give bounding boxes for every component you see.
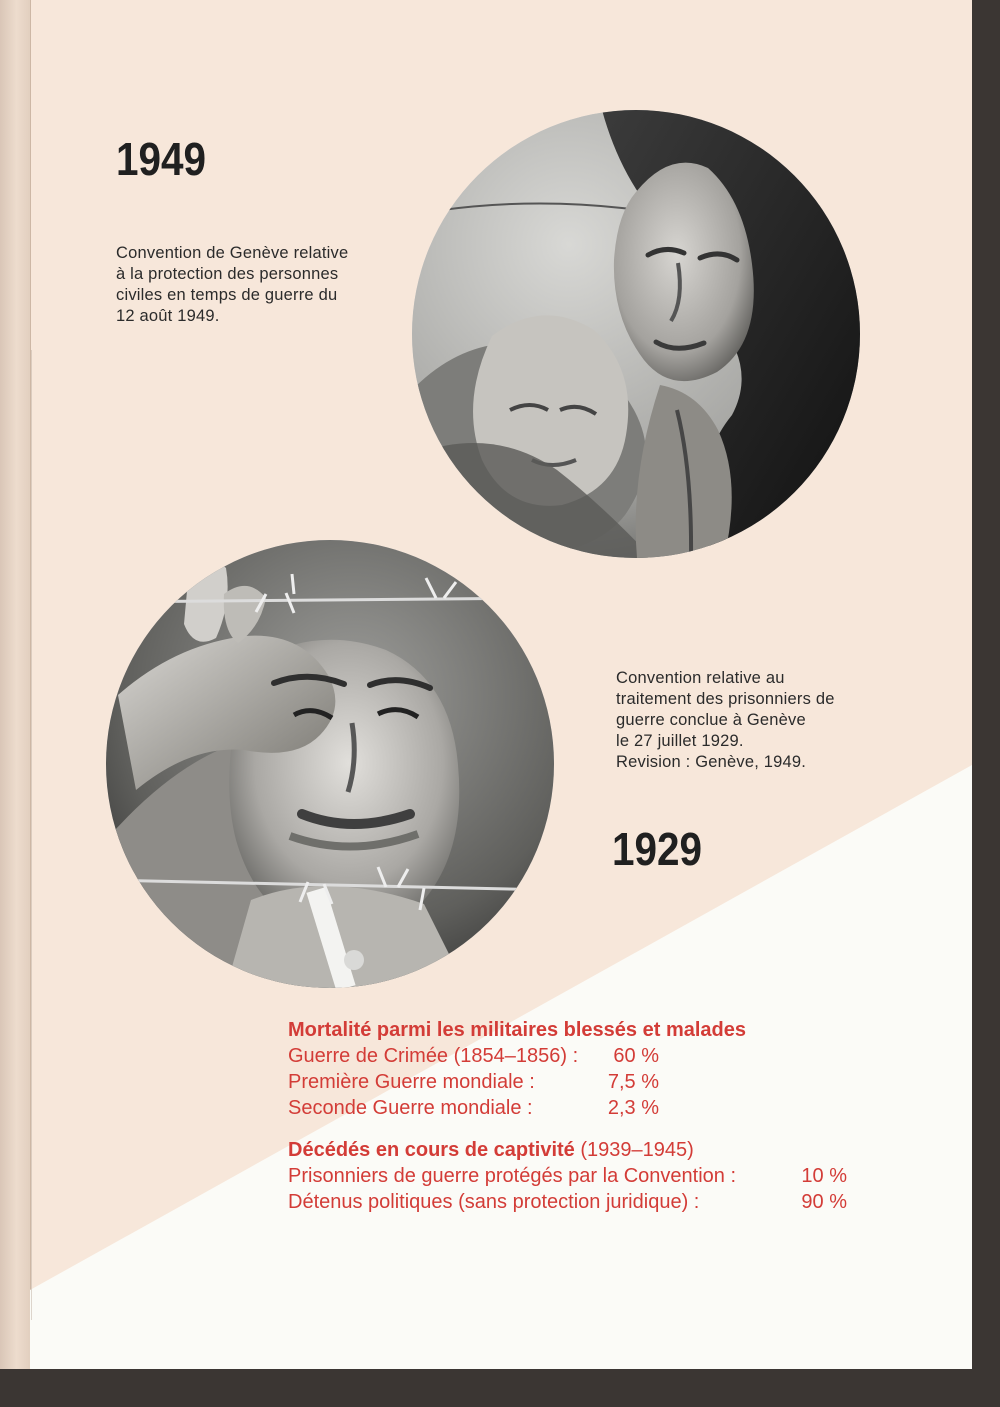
captivity-label-political-detainees: Détenus politiques (sans protection juridique) : <box>288 1191 700 1213</box>
dark-bottom-edge <box>0 1369 1000 1407</box>
mortality-value-world-war-1: 7,5 % <box>607 1071 659 1093</box>
prisoner-behind-barbed-wire-photo <box>106 540 554 988</box>
caption-1929-line-2: traitement des prisonniers de <box>616 690 835 708</box>
year-1929-title: 1929 <box>612 823 703 875</box>
captivity-row-protected-prisoners <box>288 1163 908 1189</box>
caption-1929-line-5: Revision : Genève, 1949. <box>616 753 807 771</box>
page-binding <box>0 0 31 1407</box>
captivity-label-protected-prisoners: Prisonniers de guerre protégés par la Convention : <box>288 1165 737 1187</box>
mortality-row-world-war-1 <box>288 1069 908 1095</box>
captivity-heading-period: (1939–1945) <box>574 1139 694 1161</box>
mortality-label-crimea: Guerre de Crimée (1854–1856) : <box>288 1045 579 1067</box>
mortality-heading: Mortalité parmi les militaires blessés et malades <box>288 1019 746 1041</box>
captivity-heading-bold: Décédés en cours de captivité <box>288 1139 575 1161</box>
caption-1929-line-1: Convention relative au <box>616 669 785 687</box>
caption-1949-line-4: 12 août 1949. <box>116 307 220 325</box>
statistics-section <box>288 1017 908 1215</box>
captivity-value-protected-prisoners: 10 % <box>801 1165 847 1187</box>
caption-1929 <box>616 668 896 773</box>
mortality-value-crimea: 60 % <box>613 1045 659 1067</box>
mortality-label-world-war-1: Première Guerre mondiale : <box>288 1071 535 1093</box>
caption-1929-line-4: le 27 juillet 1929. <box>616 732 744 750</box>
caption-1929-line-3: guerre conclue à Genève <box>616 711 806 729</box>
captivity-row-political-detainees <box>288 1189 908 1215</box>
caption-1949-line-2: à la protection des personnes <box>116 265 339 283</box>
captivity-value-political-detainees: 90 % <box>801 1191 847 1213</box>
mortality-value-world-war-2: 2,3 % <box>607 1097 659 1119</box>
year-1949-title: 1949 <box>116 133 207 185</box>
dark-right-edge <box>972 0 1000 1407</box>
mortality-row-world-war-2 <box>288 1095 908 1121</box>
caption-1949-line-1: Convention de Genève relative <box>116 244 349 262</box>
mother-and-child-photo <box>412 110 860 558</box>
caption-1949-line-3: civiles en temps de guerre du <box>116 286 338 304</box>
paper-edge-mark <box>31 350 32 1320</box>
captivity-heading <box>288 1137 908 1163</box>
captivity-block <box>288 1137 908 1215</box>
caption-1949 <box>116 243 386 327</box>
mortality-label-world-war-2: Seconde Guerre mondiale : <box>288 1097 533 1119</box>
mortality-row-crimea <box>288 1043 908 1069</box>
